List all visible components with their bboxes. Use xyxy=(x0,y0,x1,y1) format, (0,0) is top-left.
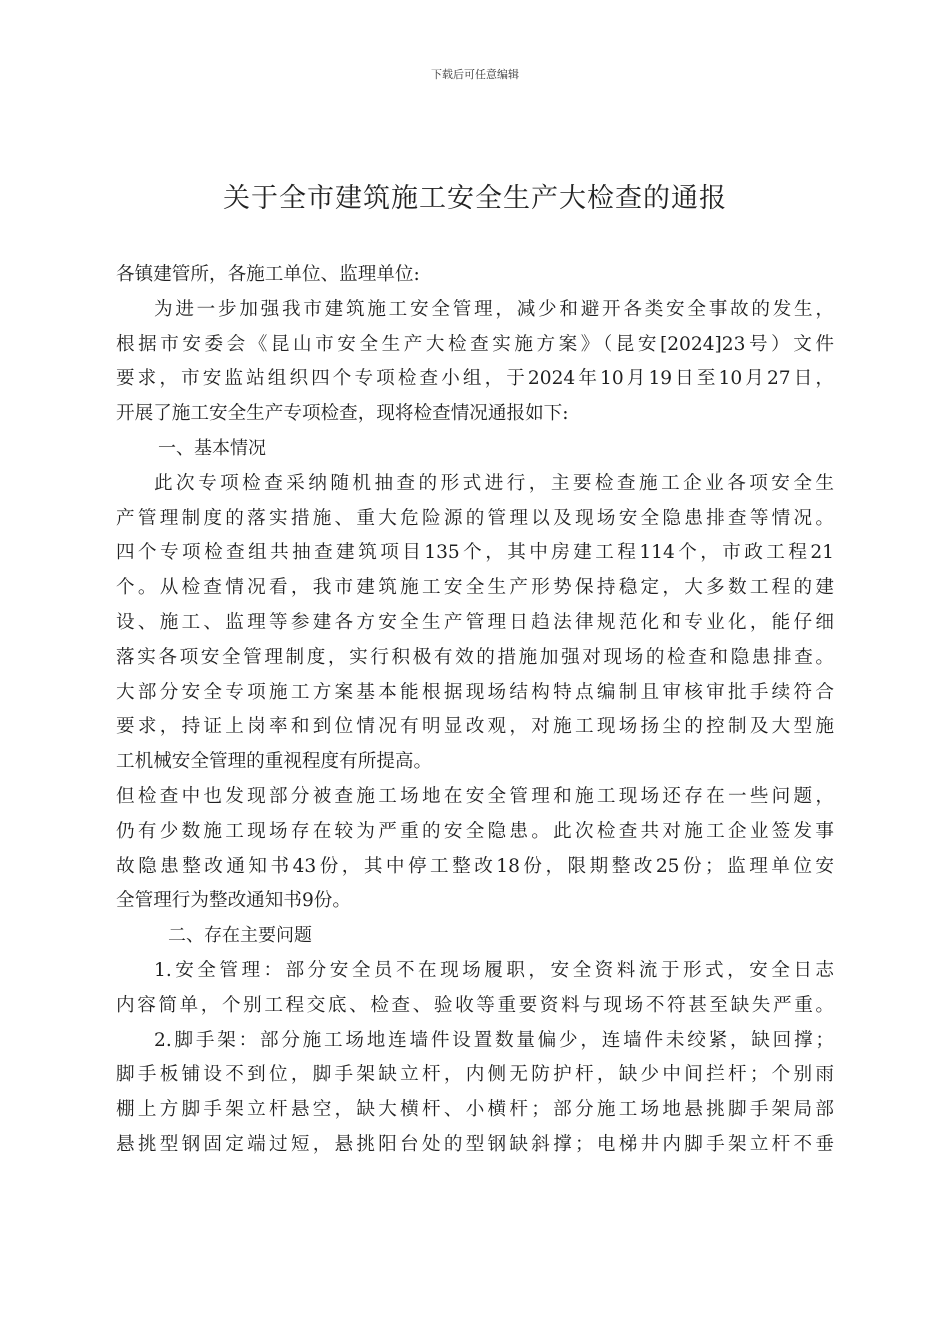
text-line: 各镇建管所，各施工单位、监理单位: xyxy=(116,264,420,285)
text-line: 工机械安全管理的重视程度有所提高。 xyxy=(116,751,433,773)
text-line: 为进一步加强我市建筑施工安全管理，减少和避开各类安全事故的发生， xyxy=(154,298,834,320)
text-line: 开展了施工安全生产专项检查，现将检查情况通报如下: xyxy=(116,403,569,425)
text-line: 产管理制度的落实措施、重大危险源的管理以及现场安全隐患排查等情况。 xyxy=(116,507,834,529)
text-line: 落实各项安全管理制度，实行积极有效的措施加强对现场的检查和隐患排查。 xyxy=(116,646,834,668)
text-line: 1.安全管理：部分安全员不在现场履职，安全资料流于形式，安全日志 xyxy=(154,959,834,981)
text-line: 棚上方脚手架立杆悬空，缺大横杆、小横杆；部分施工场地悬挑脚手架局部 xyxy=(116,1099,834,1121)
text-line: 2.脚手架：部分施工场地连墙件设置数量偏少，连墙件未绞紧，缺回撑； xyxy=(154,1029,834,1051)
document-title: 关于全市建筑施工安全生产大检查的通报 xyxy=(223,183,727,214)
text-line: 全管理行为整改通知书9份。 xyxy=(116,890,351,912)
text-line: 四个专项检查组共抽查建筑项目135个，其中房建工程114个，市政工程21 xyxy=(116,542,834,564)
text-line: 故隐患整改通知书43份，其中停工整改18份，限期整改25份；监理单位安 xyxy=(116,855,834,877)
text-line: 但检查中也发现部分被查施工场地在安全管理和施工现场还存在一些问题， xyxy=(116,785,834,807)
section-heading: 一、基本情况 xyxy=(158,437,266,459)
text-line: 设、施工、监理等参建各方安全生产管理日趋法律规范化和专业化，能仔细 xyxy=(116,611,834,633)
text-line: 要求，持证上岗率和到位情况有明显改观，对施工现场扬尘的控制及大型施 xyxy=(116,716,834,738)
header-note: 下载后可任意编辑 xyxy=(431,68,519,81)
section-heading: 二、存在主要问题 xyxy=(168,925,312,947)
text-line: 根据市安委会《昆山市安全生产大检查实施方案》（昆安[2024]23号）文件 xyxy=(116,333,834,355)
text-line: 悬挑型钢固定端过短，悬挑阳台处的型钢缺斜撑；电梯井内脚手架立杆不垂 xyxy=(116,1133,834,1155)
text-line: 此次专项检查采纳随机抽查的形式进行，主要检查施工企业各项安全生 xyxy=(154,472,834,494)
text-line: 要求，市安监站组织四个专项检查小组，于2024年10月19日至10月27日， xyxy=(116,368,834,390)
text-line: 内容简单，个别工程交底、检查、验收等重要资料与现场不符甚至缺失严重。 xyxy=(116,994,834,1016)
document-body xyxy=(116,258,834,1163)
text-line: 大部分安全专项施工方案基本能根据现场结构特点编制且审核审批手续符合 xyxy=(116,681,834,703)
text-line: 个。从检查情况看，我市建筑施工安全生产形势保持稳定，大多数工程的建 xyxy=(116,577,834,599)
text-line: 仍有少数施工现场存在较为严重的安全隐患。此次检查共对施工企业签发事 xyxy=(116,820,834,842)
text-line: 脚手板铺设不到位，脚手架缺立杆，内侧无防护杆，缺少中间拦杆；个别雨 xyxy=(116,1064,834,1086)
